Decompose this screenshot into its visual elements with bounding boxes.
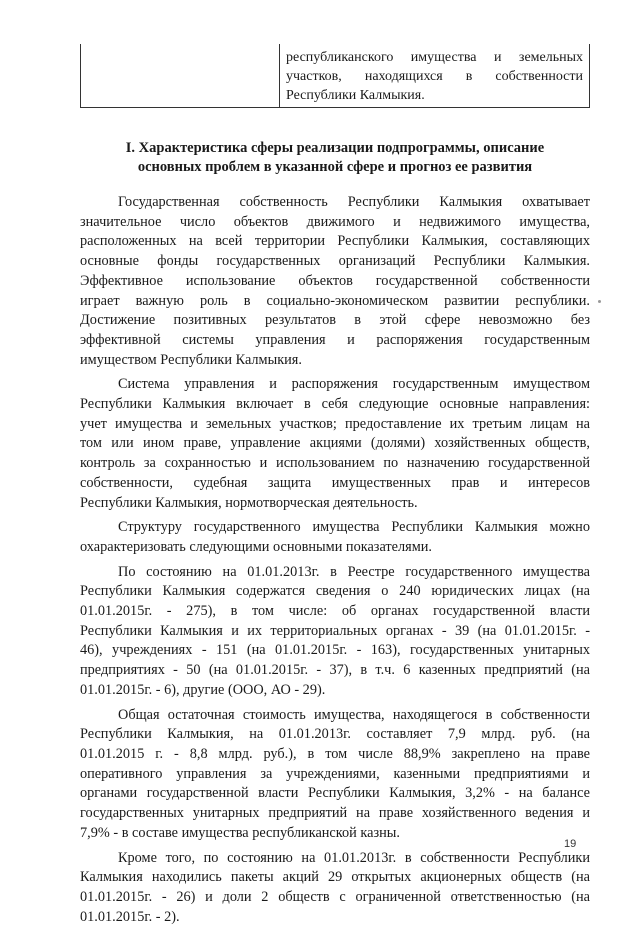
- table-line: участков, находящихся в собственности: [286, 69, 583, 84]
- section-heading: [80, 139, 590, 177]
- paragraph-line: 01.01.2015г. - 26) и доли 2 обществ с ограниченной ответственностью (на: [80, 888, 590, 905]
- paragraph-line: Система управления и распоряжения государственным имуществом: [118, 376, 590, 393]
- scan-mark: [598, 300, 601, 303]
- paragraph-line: оперативного управления за учреждениями, казенными предприятиями и: [80, 765, 590, 782]
- paragraph-line: предприятиях - 50 (на 01.01.2015г. - 37), в т.ч. 6 казенных предприятий (на: [80, 662, 590, 679]
- paragraph-line: имуществом Республики Калмыкия.: [80, 351, 302, 368]
- body-text: [80, 193, 590, 932]
- paragraph-line: Общая остаточная стоимость имущества, находящегося в собственности: [118, 706, 590, 723]
- paragraph-line: Достижение позитивных результатов в этой сфере невозможно без: [80, 312, 590, 329]
- paragraph-line: Структуру государственного имущества Республики Калмыкия можно: [118, 519, 590, 536]
- paragraph-line: Кроме того, по состоянию на 01.01.2013г. в собственности Республики: [118, 849, 590, 866]
- paragraph-line: государственных унитарных предприятий на праве хозяйственного ведения и: [80, 805, 590, 822]
- continuation-table: [80, 44, 590, 108]
- paragraph-line: Республики Калмыкия, нормотворческая деятельность.: [80, 494, 418, 511]
- paragraph-line: органами государственной власти Республики Калмыкия, 3,2% - на балансе: [80, 785, 590, 802]
- paragraph-line: 01.01.2015г. - 275), в том числе: об органах государственной власти: [80, 603, 590, 620]
- paragraph-line: значительное число объектов движимого и недвижимого имущества,: [80, 213, 590, 230]
- paragraph-line: 01.01.2015г. - 6), другие (ООО, АО - 29).: [80, 681, 326, 698]
- paragraph-line: 46), учреждениях - 151 (на 01.01.2015г. - 163), государственных унитарных: [80, 642, 590, 659]
- paragraph: [80, 706, 590, 844]
- paragraph-line: Республики Калмыкия, на 01.01.2013г. составляет 7,9 млрд. руб. (на: [80, 726, 590, 743]
- paragraph: [80, 849, 590, 928]
- paragraph: [80, 193, 590, 370]
- table-cell-left: [81, 44, 280, 107]
- paragraph-line: 01.01.2015 г. - 8,8 млрд. руб.), в том числе 88,9% закреплено на праве: [80, 745, 590, 762]
- paragraph-line: 7,9% - в составе имущества республиканской казны.: [80, 824, 400, 841]
- paragraph-line: расположенных на всей территории Республики Калмыкия, составляющих: [80, 233, 590, 250]
- paragraph-line: Государственная собственность Республики Калмыкия охватывает: [118, 194, 590, 210]
- table-line: республиканского имущества и земельных: [286, 50, 583, 65]
- table-line: Республики Калмыкия.: [286, 88, 425, 103]
- paragraph-line: Республики Калмыкия и их территориальных органах - 39 (на 01.01.2015г. -: [80, 622, 590, 639]
- paragraph: [80, 518, 590, 557]
- paragraph-line: Калмыкия находились пакеты акций 29 открытых акционерных обществ (на: [80, 869, 590, 886]
- paragraph: [80, 375, 590, 513]
- table-cell-right: [280, 44, 589, 107]
- paragraph-line: 01.01.2015г. - 2).: [80, 908, 180, 925]
- paragraph-line: контроль за сохранностью и использованием по назначению государственной: [80, 455, 590, 472]
- heading-line: I. Характеристика сферы реализации подпрограммы, описание: [125, 140, 545, 156]
- paragraph-line: охарактеризовать следующими основными показателями.: [80, 538, 433, 555]
- paragraph-line: По состоянию на 01.01.2013г. в Реестре государственного имущества: [118, 563, 590, 580]
- paragraph-line: эффективной системы управления и распоряжения государственным: [80, 331, 590, 348]
- paragraph-line: играет важную роль в социально-экономическом развитии республики.: [80, 292, 590, 309]
- heading-line: основных проблем в указанной сфере и прогноз ее развития: [137, 159, 533, 175]
- paragraph-line: Эффективное использование объектов государственной собственности: [80, 272, 590, 289]
- paragraph: [80, 563, 590, 701]
- page-number: 19: [564, 838, 577, 850]
- paragraph-line: основные фонды государственных организаций Республики Калмыкия.: [80, 253, 590, 270]
- paragraph-line: собственности, судебная защита имущественных прав и интересов: [80, 474, 590, 491]
- paragraph-line: том или ином праве, управление акциями (долями) хозяйственных обществ,: [80, 435, 590, 452]
- paragraph-line: Республики Калмыкия включает в себя следующие основные направления:: [80, 396, 590, 413]
- paragraph-line: Республики Калмыкия содержатся сведения о 240 юридических лицах (на: [80, 583, 590, 600]
- paragraph-line: учет имущества и земельных участков; предоставление их третьим лицам на: [80, 415, 590, 432]
